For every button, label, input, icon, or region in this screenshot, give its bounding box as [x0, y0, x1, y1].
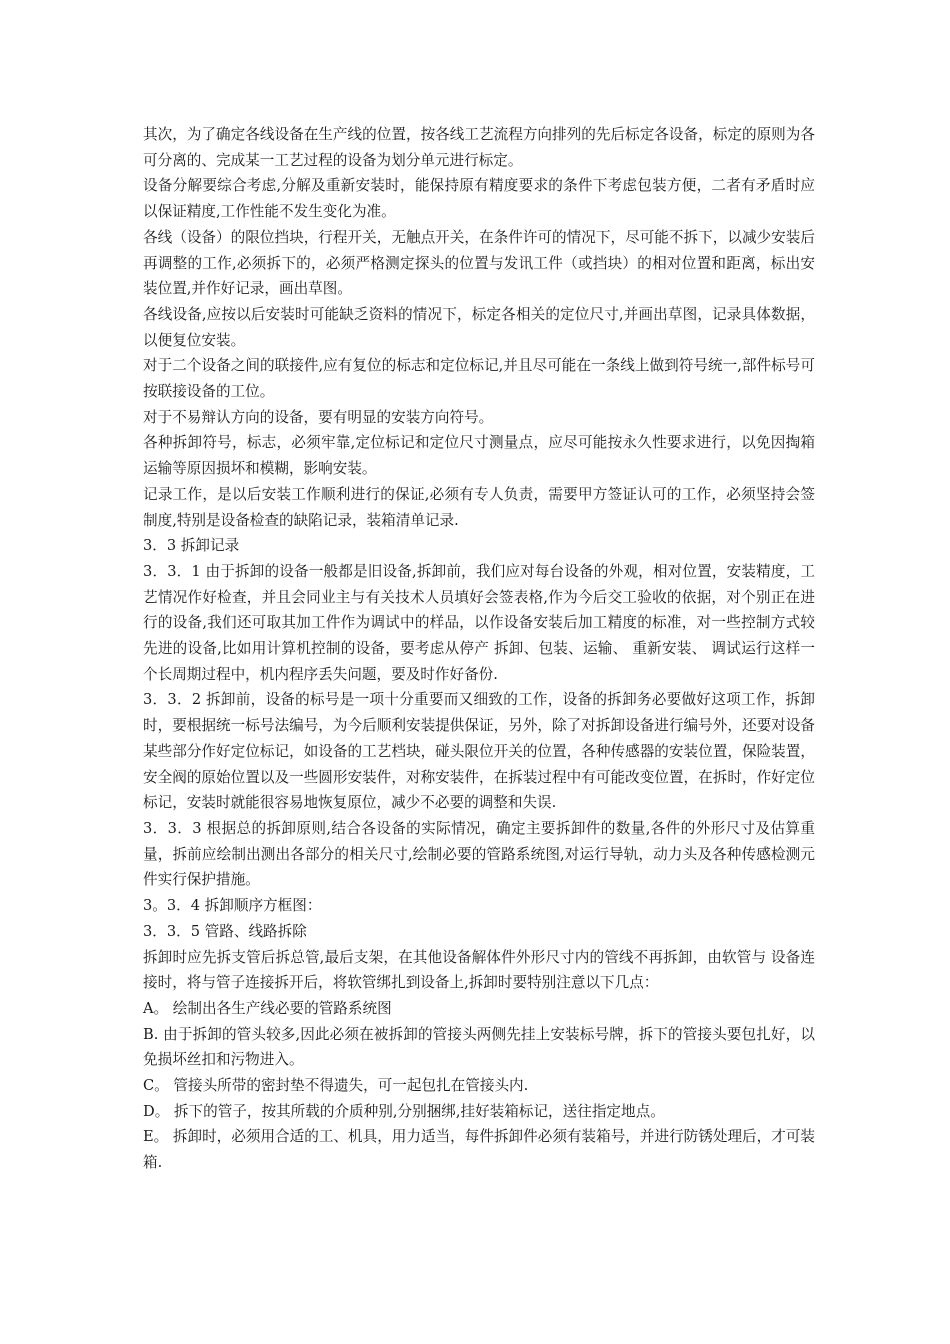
paragraph-disassembly-considerations: 设备分解要综合考虑,分解及重新安装时，能保持原有精度要求的条件下考虑包装方便，二者有矛盾时应以保证精度,工作性能不发生变化为准。 [143, 177, 815, 221]
paragraph-3-3-4: 3。3．4 拆卸顺序方框图： [143, 897, 322, 915]
paragraph-connecting-parts: 对于二个设备之间的联接件,应有复位的标志和定位标记,并且尽可能在一条线上做到符号统一,部件标号可按联接设备的工位。 [143, 357, 815, 401]
section-heading-3-3: 3．3 拆卸记录 [143, 537, 240, 555]
paragraph-3-3-2: 3．3．2 拆卸前，设备的标号是一项十分重要而又细致的工作，设备的拆卸务必要做好这项工作，拆卸时，要根据统一标号法编号，为今后顺利安装提供保证，另外，除了对拆卸设备进行编号外，还要对设备某些部分作好定位标记，如设备的工艺档块，碰头限位开关的位置，各种传感器的安装位置，保险装置，安全阀的原始位置以及一些圆形安装件，对称安装件，在拆装过程中有可能改变位置，在拆时，作好定位标记，安装时就能很容易地恢复原位，减少不必要的调整和失误. [143, 691, 815, 812]
paragraph-3-3-1: 3．3．1 由于拆卸的设备一般都是旧设备,拆卸前，我们应对每台设备的外观，相对位置，安装精度，工艺情况作好检查，并且会同业主与有关技术人员填好会签表格,作为今后交工验收的依据，对个别正在进行的设备,我们还可取其加工件作为调试中的样品，以作设备安装后加工精度的标准，对一些控制方式较先进的设备,比如用计算机控制的设备，要考虑从停产 拆卸、包装、运输、 重新安装、 调试运行这样一个长周期过程中，机内程序丢失问题，要及时作好备份. [143, 562, 815, 683]
document-body [143, 122, 815, 1176]
paragraph-pipe-removal: 拆卸时应先拆支管后拆总管,最后支架，在其他设备解体件外形尺寸内的管线不再拆卸，由软管与 设备连接时，将与管子连接拆开后，将软管绑扎到设备上,拆卸时要特别注意以下几点： [143, 948, 815, 992]
paragraph-marking-durability: 各种拆卸符号，标志，必须牢靠,定位标记和定位尺寸测量点，应尽可能按永久性要求进行，以免因掏箱运输等原因损坏和模糊，影响安装。 [143, 434, 815, 478]
list-item-b: B. 由于拆卸的管头较多,因此必须在被拆卸的管接头两侧先挂上安装标号牌，拆下的管接头要包扎好，以免损坏丝扣和污物进入。 [143, 1025, 815, 1069]
paragraph-record-keeping: 记录工作，是以后安装工作顺利进行的保证,必须有专人负责，需要甲方签证认可的工作，必须坚持会签制度,特别是设备检查的缺陷记录，装箱清单记录. [143, 485, 815, 529]
list-item-c: C。 管接头所带的密封垫不得遗失，可一起包扎在管接头内. [143, 1077, 529, 1095]
paragraph-direction-symbols: 对于不易辩认方向的设备，要有明显的安装方向符号。 [143, 408, 494, 426]
list-item-d: D。 拆下的管子，按其所载的介质种别,分别捆绑,挂好装箱标记，送往指定地点。 [143, 1102, 665, 1120]
list-item-a: A。 绘制出各生产线必要的管路系统图 [143, 999, 392, 1017]
list-item-e: E。 拆卸时，必须用合适的工、机具，用力适当，每件拆卸件必须有装箱号，并进行防锈处理后，才可装箱. [143, 1128, 816, 1172]
paragraph-positioning-dimensions: 各线设备,应按以后安装时可能缺乏资料的情况下，标定各相关的定位尺寸,并画出草图，记录具体数据，以便复位安装。 [143, 305, 815, 349]
paragraph-3-3-5: 3．3．5 管路、线路拆除 [143, 922, 307, 940]
paragraph-3-3-3: 3．3．3 根据总的拆卸原则,结合各设备的实际情况，确定主要拆卸件的数量,各件的外形尺寸及估算重量，拆前应绘制出测出各部分的相关尺寸,绘制必要的管路系统图,对运行导轨，动力头及各种传感检测元件实行保护措施。 [143, 819, 815, 889]
paragraph-limit-stops: 各线（设备）的限位挡块，行程开关，无触点开关，在条件许可的情况下，尽可能不拆下，以减少安装后再调整的工作,必须拆下的，必须严格测定探头的位置与发讯工件（或挡块）的相对位置和距离，标出安装位置,并作好记录，画出草图。 [143, 228, 815, 298]
paragraph-marking-principle: 其次，为了确定各线设备在生产线的位置，按各线工艺流程方向排列的先后标定各设备，标定的原则为各可分离的、完成某一工艺过程的设备为划分单元进行标定。 [143, 126, 815, 169]
